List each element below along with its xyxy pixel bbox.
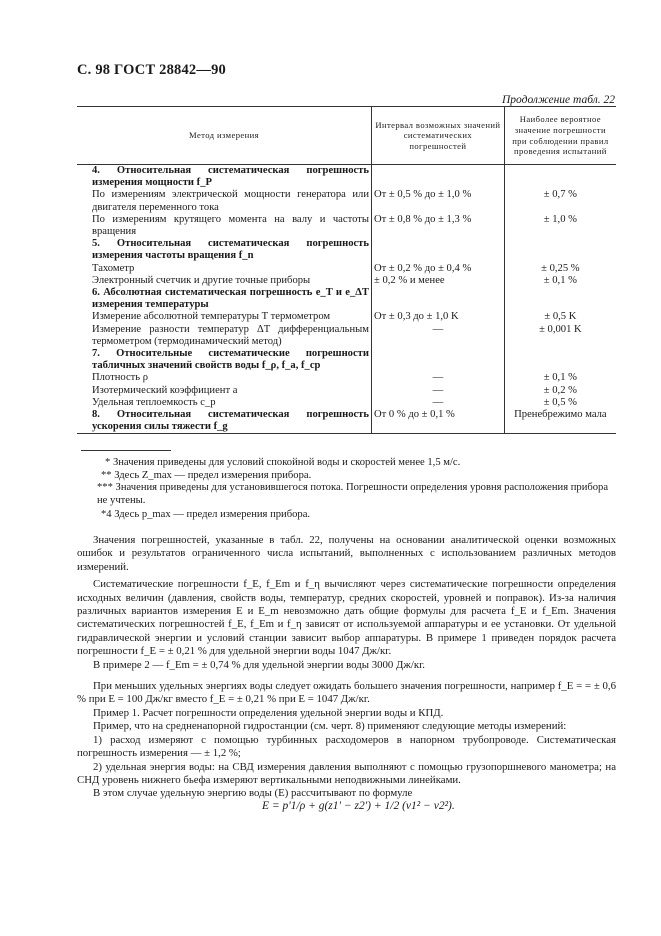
col-method: Метод измерения xyxy=(77,107,372,165)
method-cell: Измерение разности температур ΔT дифференциальным термометром (термодинамический метод) xyxy=(92,323,369,347)
method-cell: Тахометр xyxy=(92,262,135,274)
method-cell: 8. Относительная систематическая погрешность ускорения силы тяжести f_g xyxy=(77,409,372,434)
paragraph: В этом случае удельную энергию воды (E) рассчитывают по формуле xyxy=(93,787,413,800)
table-row xyxy=(77,385,616,397)
table-row xyxy=(77,214,616,238)
probable-cell: ± 0,2 % xyxy=(504,385,616,397)
probable-cell xyxy=(504,165,616,190)
table-row xyxy=(77,238,616,262)
table-row xyxy=(77,165,616,190)
method-cell: По измерениям электрической мощности генератора или двигателя переменного тока xyxy=(92,189,369,213)
col-interval: Интервал возможных значений систематических погрешностей xyxy=(372,107,505,165)
method-cell: 5. Относительная систематическая погрешность измерения частоты вращения f_n xyxy=(92,238,369,262)
paragraph: Систематические погрешности f_E, f_Em и f_η вычисляют через систематические погрешности определения исходных величин (давления, свойств воды, температур, средних скоростей, уровней и поправок). Из-за наличия различных вариантов измерения E и E_m невозможно дать общие формулы для расчета f_E и f_Em. Значения систематических погрешностей f_E, f_Em и f_η зависят от используемой аппаратуры и ее установки. От удельной гидравлической энергии и условий станции зависит выбор аппаратуры. В примере 1 приведен порядок расчета погрешности f_E = ± 0,21 % для удельной энергии воды 1047 Дж/кг. xyxy=(77,578,616,658)
paragraph: В примере 2 — f_Em = ± 0,74 % для удельной энергии воды 3000 Дж/кг. xyxy=(93,658,425,671)
method-cell: 6. Абсолютная систематическая погрешность e_T и e_ΔT измерения температуры xyxy=(92,287,369,311)
paragraph: 2) удельная энергия воды: на СВД измерения давления выполняют с помощью грузопоршневого манометра; на СНД уровень нижнего бьефа измеряют вертикальными неподвижными линейками. xyxy=(77,760,616,786)
interval-cell: От ± 0,5 % до ± 1,0 % xyxy=(372,189,505,213)
interval-cell: — xyxy=(372,385,505,397)
method-cell: По измерениям крутящего момента на валу и частоты вращения xyxy=(92,213,369,238)
method-cell: Измерение абсолютной температуры T термометром xyxy=(92,311,331,323)
method-cell: Изотермический коэффициент a xyxy=(92,384,238,396)
error-table xyxy=(77,106,616,434)
probable-cell: Пренебрежимо мала xyxy=(504,409,616,434)
interval-cell: От 0 % до ± 0,1 % xyxy=(372,409,505,434)
table-row xyxy=(77,311,616,323)
table-header-row xyxy=(77,107,616,165)
formula: E = p'1/ρ + g(z1' − z2') + 1/2 (v1² − v2²). xyxy=(262,800,455,812)
paragraph: Значения погрешностей, указанные в табл. 22, получены на основании аналитической оценки возможных ошибок и результатов ограниченного числа испытаний, выполненных с использованием различных методов измерений. xyxy=(77,534,616,573)
page-header: С. 98 ГОСТ 28842—90 xyxy=(77,62,226,78)
interval-cell: От ± 0,8 % до ± 1,3 % xyxy=(372,214,505,238)
probable-cell: ± 0,5 % xyxy=(504,397,616,409)
table-row xyxy=(77,189,616,213)
method-cell: 7. Относительные систематические погрешности табличных значений свойств воды f_ρ, f_a, f_cp xyxy=(92,348,369,372)
probable-cell xyxy=(504,238,616,262)
method-cell: 4. Относительная систематическая погрешность измерения мощности f_P xyxy=(92,165,369,189)
table-row xyxy=(77,348,616,372)
interval-cell: — xyxy=(372,397,505,409)
probable-cell xyxy=(504,287,616,311)
table-row xyxy=(77,324,616,348)
interval-cell xyxy=(372,165,505,190)
probable-cell: ± 0,7 % xyxy=(504,189,616,213)
interval-cell: — xyxy=(372,324,505,348)
method-cell: Удельная теплоемкость c_p xyxy=(92,396,216,408)
interval-cell: — xyxy=(372,372,505,384)
interval-cell: ± 0,2 % и менее xyxy=(372,275,505,287)
col-probable: Наиболее вероятное значение погрешности при соблюдении правил проведения испытаний xyxy=(504,107,616,165)
interval-cell: От ± 0,3 до ± 1,0 K xyxy=(372,311,505,323)
interval-cell xyxy=(372,238,505,262)
table-row xyxy=(77,263,616,275)
paragraph: 1) расход измеряют с помощью турбинных расходомеров в напорном трубопроводе. Систематическая погрешность измерения — ± 1,2 %; xyxy=(77,733,616,760)
footnotes xyxy=(77,450,616,522)
interval-cell xyxy=(372,287,505,311)
footnote: *4 Здесь p_max — предел измерения прибора. xyxy=(101,509,311,521)
table-row xyxy=(77,372,616,384)
body-text xyxy=(77,534,616,801)
table-row xyxy=(77,397,616,409)
probable-cell xyxy=(504,348,616,372)
probable-cell: ± 0,1 % xyxy=(504,372,616,384)
table-row xyxy=(77,409,616,434)
table-row xyxy=(77,287,616,311)
probable-cell: ± 0,5 K xyxy=(504,311,616,323)
probable-cell: ± 0,001 K xyxy=(504,324,616,348)
probable-cell: ± 0,25 % xyxy=(504,263,616,275)
table-row xyxy=(77,275,616,287)
paragraph: Пример 1. Расчет погрешности определения удельной энергии воды и КПД. xyxy=(93,706,444,719)
interval-cell xyxy=(372,348,505,372)
table-continuation-caption: Продолжение табл. 22 xyxy=(502,94,615,106)
method-cell: Электронный счетчик и другие точные приборы xyxy=(92,274,311,286)
footnote: * Значения приведены для условий спокойной воды и скоростей менее 1,5 м/с. xyxy=(105,457,461,468)
paragraph: При меньших удельных энергиях воды следует ожидать большего значения погрешности, например f_E = = ± 0,6 % при E = 100 Дж/кг вместо f_E = ± 0,21 % при E = 1047 Дж/кг. xyxy=(77,680,616,706)
footnote: *** Значения приведены для установившегося потока. Погрешности определения уровня расположения прибора не учтены. xyxy=(97,482,609,506)
probable-cell: ± 1,0 % xyxy=(504,214,616,238)
interval-cell: От ± 0,2 % до ± 0,4 % xyxy=(372,263,505,275)
probable-cell: ± 0,1 % xyxy=(504,275,616,287)
method-cell: Плотность ρ xyxy=(92,372,149,384)
footnote-rule xyxy=(81,450,171,451)
paragraph: Пример, что на средненапорной гидростанции (см. черт. 8) применяют следующие методы измерений: xyxy=(93,720,567,733)
footnote: ** Здесь Z_max — предел измерения прибора. xyxy=(101,469,312,481)
